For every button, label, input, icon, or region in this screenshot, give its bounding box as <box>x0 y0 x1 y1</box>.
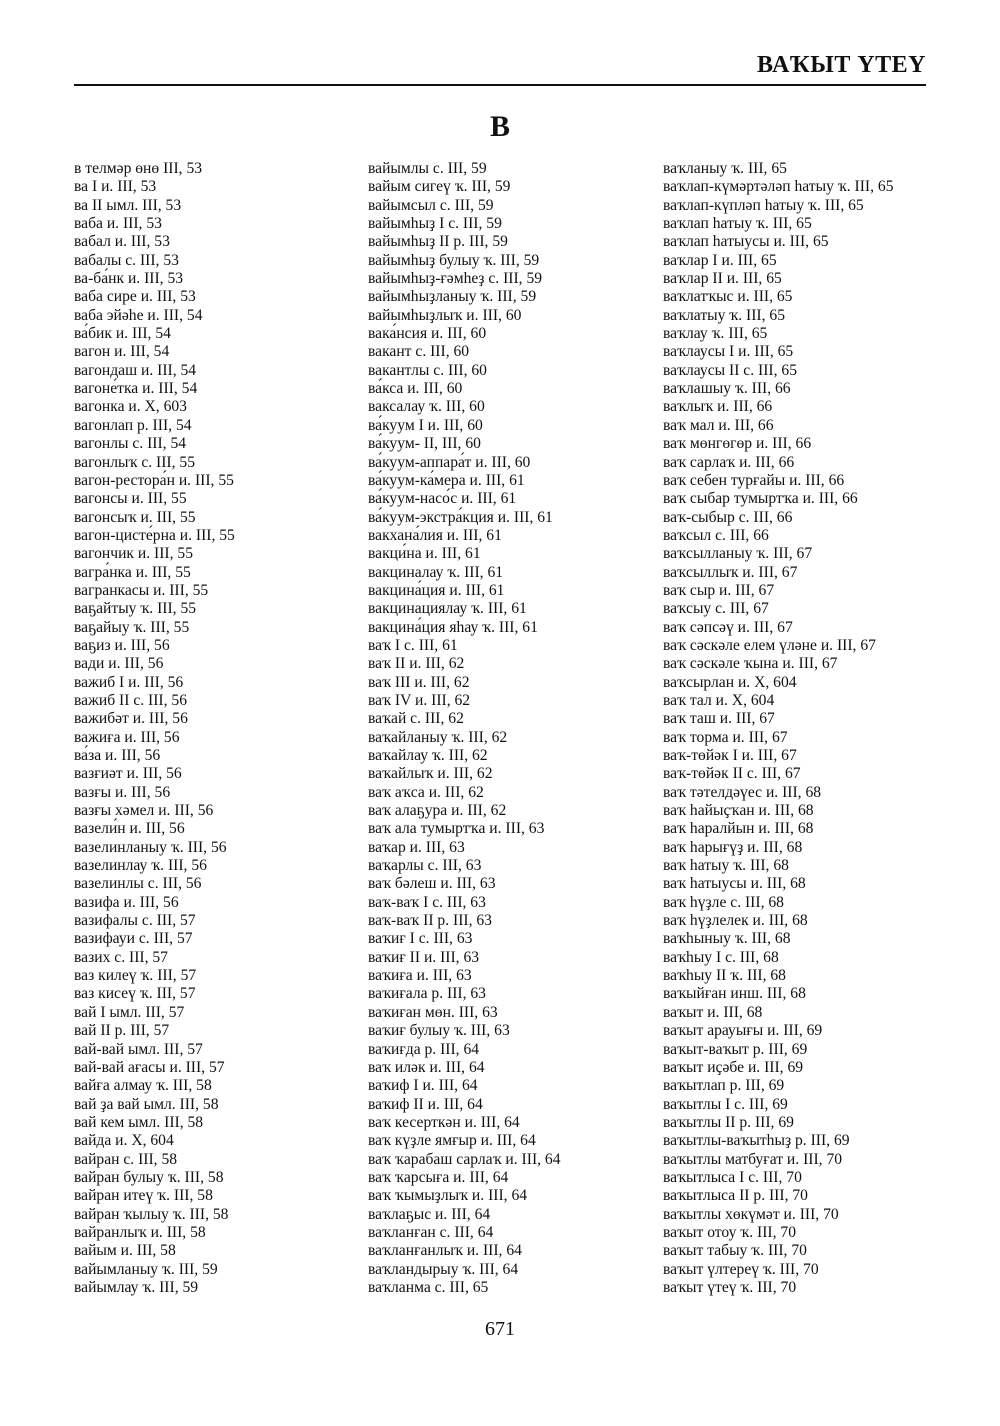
dictionary-entry: вагон и. III, 54 <box>74 343 170 361</box>
dictionary-entry: ваҡлаусы II с. III, 65 <box>663 361 797 379</box>
dictionary-entry: ваҡ таш и. III, 67 <box>663 710 775 728</box>
dictionary-entry: вагон-цисте́рна и. III, 55 <box>74 526 235 544</box>
dictionary-entry: важиға и. III, 56 <box>74 728 180 746</box>
dictionary-entry: вазифауи с. III, 57 <box>74 930 193 948</box>
dictionary-entry: вайда и. X, 604 <box>74 1132 174 1150</box>
dictionary-entry: ваҡыйған инш. III, 68 <box>663 985 806 1003</box>
dictionary-entry: ваҡһыу II ҡ. III, 68 <box>663 967 786 985</box>
dictionary-entry: ва-ба́нк и. III, 53 <box>74 270 184 288</box>
dictionary-entry: вайымһыҙ II р. III, 59 <box>368 233 508 251</box>
dictionary-entry: вазғы и. III, 56 <box>74 783 171 801</box>
dictionary-entry: вакциналау ҡ. III, 61 <box>368 563 504 581</box>
dictionary-entry: вабалы с. III, 53 <box>74 251 179 269</box>
dictionary-entry: вайымһыҙланыу ҡ. III, 59 <box>368 288 537 306</box>
dictionary-entry: ваҡ мал и. III, 66 <box>663 416 774 434</box>
dictionary-entry: ваҡиғ II и. III, 63 <box>368 948 480 966</box>
page-number: 671 <box>485 1318 515 1340</box>
dictionary-entry: ва II ымл. III, 53 <box>74 196 182 214</box>
dictionary-entry: ва́бик и. III, 54 <box>74 325 171 343</box>
dictionary-entry: вазғы хәмел и. III, 56 <box>74 802 214 820</box>
dictionary-entry: ваҡлар I и. III, 65 <box>663 251 777 269</box>
dictionary-entry: ва́куум-аппара́т и. III, 60 <box>368 453 531 471</box>
dictionary-entry: вай кем ымл. III, 58 <box>74 1113 204 1131</box>
dictionary-entry: вакцина́ция яһау ҡ. III, 61 <box>368 618 538 636</box>
dictionary-entry: ваҡыт арауығы и. III, 69 <box>663 1022 823 1040</box>
dictionary-entry: ваз кисеү ҡ. III, 57 <box>74 985 196 1003</box>
dictionary-entry: ваҡытлыса I с. III, 70 <box>663 1168 802 1186</box>
dictionary-entry: ваҡ-ваҡ II р. III, 63 <box>368 912 492 930</box>
dictionary-entry: ваҡлашыу ҡ. III, 66 <box>663 380 791 398</box>
dictionary-entry: ваҡыт и. III, 68 <box>663 1003 763 1021</box>
dictionary-entry: ваҡ һүҙле с. III, 68 <box>663 893 784 911</box>
dictionary-entry: вайран итеү ҡ. III, 58 <box>74 1187 213 1205</box>
dictionary-entry: ваҡ аҡса и. III, 62 <box>368 783 484 801</box>
dictionary-entry: вайға алмау ҡ. III, 58 <box>74 1077 212 1095</box>
dictionary-entry: ваҡиф I и. III, 64 <box>368 1077 478 1095</box>
dictionary-entry: вайымһыҙ-ғәмһеҙ с. III, 59 <box>368 270 543 288</box>
dictionary-entry: ваҡ торма и. III, 67 <box>663 728 788 746</box>
dictionary-entry: ваҡ һарығүҙ и. III, 68 <box>663 838 803 856</box>
dictionary-entry: ваҡар и. III, 63 <box>368 838 465 856</box>
dictionary-entry: ваҡыт иҫәбе и. III, 69 <box>663 1058 804 1076</box>
dictionary-entry: вакант с. III, 60 <box>368 343 470 361</box>
dictionary-entry: ваҡиған мөн. III, 63 <box>368 1003 498 1021</box>
dictionary-entry: вайран ҡылыу ҡ. III, 58 <box>74 1205 229 1223</box>
dictionary-entry: ваҡ кесерткән и. III, 64 <box>368 1113 520 1131</box>
dictionary-entry: вайымһыҙ I с. III, 59 <box>368 215 502 233</box>
dictionary-entry: вайранлыҡ и. III, 58 <box>74 1223 206 1241</box>
dictionary-entry: важиб II с. III, 56 <box>74 691 188 709</box>
dictionary-entry: важибәт и. III, 56 <box>74 710 188 728</box>
dictionary-entry: вагонка и. X, 603 <box>74 398 187 416</box>
dictionary-entry: ваҡ-сыбыр с. III, 66 <box>663 508 793 526</box>
column-1 <box>74 160 235 1297</box>
dictionary-entry: ваҡ һатыусы и. III, 68 <box>663 875 806 893</box>
dictionary-entry: вакхана́лия и. III, 61 <box>368 526 502 544</box>
dictionary-entry: ваҡ сәскәле ҡына и. III, 67 <box>663 655 838 673</box>
dictionary-entry: ваҡһыу I с. III, 68 <box>663 948 779 966</box>
dictionary-entry: ваҡ IV и. III, 62 <box>368 691 471 709</box>
dictionary-entry: вазифалы с. III, 57 <box>74 912 196 930</box>
dictionary-entry: ваҡ-төйәк II с. III, 67 <box>663 765 801 783</box>
dictionary-entry: ваҕиз и. III, 56 <box>74 636 170 654</box>
dictionary-entry: вайран с. III, 58 <box>74 1150 178 1168</box>
dictionary-entry: ваҡлаҕыс и. III, 64 <box>368 1205 491 1223</box>
dictionary-entry: ва́куум- II, III, 60 <box>368 435 481 453</box>
dictionary-entry: ва́куум I и. III, 60 <box>368 416 483 434</box>
dictionary-entry: вака́нсия и. III, 60 <box>368 325 487 343</box>
dictionary-entry: ваҡайланыу ҡ. III, 62 <box>368 728 508 746</box>
dictionary-entry: ваҡ алаҕура и. III, 62 <box>368 802 507 820</box>
dictionary-entry: ваҡиғ булыу ҡ. III, 63 <box>368 1022 510 1040</box>
dictionary-entry: вазих с. III, 57 <box>74 948 168 966</box>
dictionary-entry: вагончик и. III, 55 <box>74 545 194 563</box>
dictionary-entry: ваҡланыу ҡ. III, 65 <box>663 160 787 177</box>
dictionary-entry: вазелинланыу ҡ. III, 56 <box>74 838 227 856</box>
dictionary-entry: ваҡиғда р. III, 64 <box>368 1040 480 1058</box>
dictionary-entry: ваҡиғала р. III, 63 <box>368 985 486 1003</box>
dictionary-entry: вайымсыл с. III, 59 <box>368 196 494 214</box>
dictionary-entry: ваҡсыллыҡ и. III, 67 <box>663 563 798 581</box>
dictionary-entry: вай I ымл. III, 57 <box>74 1003 185 1021</box>
dictionary-entry: вагондаш и. III, 54 <box>74 361 197 379</box>
dictionary-entry: ваҡ сыбар тумыртҡа и. III, 66 <box>663 490 858 508</box>
dictionary-entry: ваҡыт отоу ҡ. III, 70 <box>663 1223 797 1241</box>
dictionary-entry: вайымлы с. III, 59 <box>368 160 487 177</box>
dictionary-entry: вазели́н и. III, 56 <box>74 820 185 838</box>
dictionary-entry: ваҡиға и. III, 63 <box>368 967 472 985</box>
dictionary-entry: ва́куум-экстра́кция и. III, 61 <box>368 508 553 526</box>
dictionary-entry: ва́за и. III, 56 <box>74 747 161 764</box>
column-2 <box>368 160 561 1297</box>
dictionary-entry: ваҡытлы I с. III, 69 <box>663 1095 788 1113</box>
dictionary-entry: ваҕайтыу ҡ. III, 55 <box>74 600 197 618</box>
dictionary-entry: вай-вай ағасы и. III, 57 <box>74 1058 225 1076</box>
dictionary-entry: ваҡиғ I с. III, 63 <box>368 930 473 948</box>
dictionary-entry: ваҡ ҡарабаш сарлаҡ и. III, 64 <box>368 1150 561 1168</box>
dictionary-entry: ваҡыт табыу ҡ. III, 70 <box>663 1242 807 1260</box>
dictionary-entry: ваҡайлау ҡ. III, 62 <box>368 747 488 764</box>
dictionary-entry: ваҡытлыса II р. III, 70 <box>663 1187 808 1205</box>
dictionary-entry: ваҡыт үтеү ҡ. III, 70 <box>663 1278 797 1296</box>
dictionary-entry: ваҡ III и. III, 62 <box>368 673 470 691</box>
dictionary-entry: ва́куум-ка́мера и. III, 61 <box>368 471 525 489</box>
dictionary-entry: ваҡ тәтелдәүес и. III, 68 <box>663 783 822 801</box>
column-3 <box>663 160 894 1297</box>
dictionary-entry: вабал и. III, 53 <box>74 233 170 251</box>
dictionary-entry: ваҡ ҡарсыға и. III, 64 <box>368 1168 509 1186</box>
dictionary-entry: ваксалау ҡ. III, 60 <box>368 398 485 416</box>
dictionary-entry: вайым и. III, 58 <box>74 1242 176 1260</box>
dictionary-entry: вайран булыу ҡ. III, 58 <box>74 1168 224 1186</box>
dictionary-entry: ваҡлатыу ҡ. III, 65 <box>663 306 786 324</box>
dictionary-entry: ва I и. III, 53 <box>74 178 157 196</box>
dictionary-entry: ваҡланма с. III, 65 <box>368 1278 489 1296</box>
dictionary-entry: ваҡытлы хөкүмәт и. III, 70 <box>663 1205 839 1223</box>
dictionary-entry: ваба и. III, 53 <box>74 215 162 233</box>
dictionary-entry: ваҡ ала тумыртҡа и. III, 63 <box>368 820 545 838</box>
dictionary-entry: ваҡ сәпсәү и. III, 67 <box>663 618 793 636</box>
dictionary-entry: вагонсы и. III, 55 <box>74 490 187 508</box>
dictionary-entry: ваҡ-төйәк I и. III, 67 <box>663 747 797 764</box>
dictionary-entry: ваҡлау ҡ. III, 65 <box>663 325 768 343</box>
dictionary-entry: вагонлы с. III, 54 <box>74 435 187 453</box>
dictionary-entry: ваҡлыҡ и. III, 66 <box>663 398 773 416</box>
dictionary-entry: ваҡ бәлеш и. III, 63 <box>368 875 496 893</box>
dictionary-entry: ваҡ себен турғайы и. III, 66 <box>663 471 845 489</box>
dictionary-entry: вазелинлы с. III, 56 <box>74 875 202 893</box>
dictionary-entry: вай-вай ымл. III, 57 <box>74 1040 203 1058</box>
dictionary-entry: ваба сире и. III, 53 <box>74 288 196 306</box>
dictionary-entry: ваҡланғанлыҡ и. III, 64 <box>368 1242 522 1260</box>
dictionary-entry: ваҡыт үлтереү ҡ. III, 70 <box>663 1260 819 1278</box>
dictionary-entry: ваҡайлыҡ и. III, 62 <box>368 765 493 783</box>
dictionary-entry: ваҡ-ваҡ I с. III, 63 <box>368 893 486 911</box>
running-head: ВАҠЫТ ҮТЕҮ <box>757 52 926 78</box>
dictionary-entry: ваҕайыу ҡ. III, 55 <box>74 618 190 636</box>
dictionary-entry: вагонлап р. III, 54 <box>74 416 192 434</box>
dictionary-entry: вай ҙа вай ымл. III, 58 <box>74 1095 219 1113</box>
dictionary-entry: вазғиәт и. III, 56 <box>74 765 182 783</box>
dictionary-entry: вади и. III, 56 <box>74 655 164 673</box>
dictionary-entry: ваҡ II и. III, 62 <box>368 655 465 673</box>
dictionary-entry: ваҡ мөнгөгөр и. III, 66 <box>663 435 812 453</box>
dictionary-entry: вакцинациялау ҡ. III, 61 <box>368 600 527 618</box>
dictionary-entry: важиб I и. III, 56 <box>74 673 184 691</box>
dictionary-entry: ваҡсылланыу ҡ. III, 67 <box>663 545 813 563</box>
dictionary-entry: вагранкасы и. III, 55 <box>74 581 209 599</box>
dictionary-entry: ваҡ һатыу ҡ. III, 68 <box>663 857 789 875</box>
dictionary-entry: вагонсыҡ и. III, 55 <box>74 508 196 526</box>
dictionary-entry: ваҡ күҙле ямғыр и. III, 64 <box>368 1132 536 1150</box>
dictionary-entry: ваҡ иләк и. III, 64 <box>368 1058 485 1076</box>
dictionary-entry: ваҡланған с. III, 64 <box>368 1223 494 1241</box>
dictionary-entry: ваҡытлы II р. III, 69 <box>663 1113 794 1131</box>
dictionary-entry: ва́кса и. III, 60 <box>368 380 463 398</box>
dictionary-entry: ваҡлар II и. III, 65 <box>663 270 782 288</box>
dictionary-entry: ваҡлап һатыусы и. III, 65 <box>663 233 829 251</box>
dictionary-entry: в телмәр өнө III, 53 <box>74 160 203 177</box>
dictionary-entry: ваҡарлы с. III, 63 <box>368 857 482 875</box>
dictionary-entry: вазифа и. III, 56 <box>74 893 179 911</box>
dictionary-entry: вагоне́тка и. III, 54 <box>74 380 198 398</box>
dictionary-entry: вакантлы с. III, 60 <box>368 361 487 379</box>
dictionary-entry: вайымланыу ҡ. III, 59 <box>74 1260 218 1278</box>
dictionary-entry: ваҡһыныу ҡ. III, 68 <box>663 930 791 948</box>
dictionary-entry: ваҡсыл с. III, 66 <box>663 526 769 544</box>
dictionary-entry: вакцина́ция и. III, 61 <box>368 581 505 599</box>
dictionary-entry: ваҡ тал и. X, 604 <box>663 691 775 709</box>
dictionary-entry: ваҡ сәскәле елем үләне и. III, 67 <box>663 636 876 654</box>
dictionary-entry: вайым сигеү ҡ. III, 59 <box>368 178 511 196</box>
header-rule <box>74 84 926 86</box>
dictionary-entry: ваҡлап-күмәртәләп һатыу ҡ. III, 65 <box>663 178 894 196</box>
dictionary-entry: ваҡ һаралйын и. III, 68 <box>663 820 814 838</box>
dictionary-entry: вагонлыҡ с. III, 55 <box>74 453 196 471</box>
dictionary-entry: ваҡландырыу ҡ. III, 64 <box>368 1260 519 1278</box>
dictionary-entry: ваба эйәһе и. III, 54 <box>74 306 203 324</box>
dictionary-entry: ваҡлап һатыу ҡ. III, 65 <box>663 215 812 233</box>
dictionary-entry: ваҡ сарлаҡ и. III, 66 <box>663 453 795 471</box>
dictionary-entry: ваз килеү ҡ. III, 57 <box>74 967 197 985</box>
section-letter: В <box>489 110 510 143</box>
dictionary-entry: вагон-рестора́н и. III, 55 <box>74 471 234 489</box>
dictionary-entry: ваҡлап-күпләп һатыу ҡ. III, 65 <box>663 196 864 214</box>
dictionary-entry: вайымһыҙ булыу ҡ. III, 59 <box>368 251 540 269</box>
dictionary-entry: вазелинлау ҡ. III, 56 <box>74 857 207 875</box>
dictionary-entry: ваҡытлы матбуғат и. III, 70 <box>663 1150 843 1168</box>
dictionary-entry: ваҡай с. III, 62 <box>368 710 464 728</box>
dictionary-entry: ваҡиф II и. III, 64 <box>368 1095 483 1113</box>
dictionary-entry: вакци́на и. III, 61 <box>368 545 481 563</box>
dictionary-entry: вайымһыҙлыҡ и. III, 60 <box>368 306 522 324</box>
dictionary-entry: ваҡсыу с. III, 67 <box>663 600 769 618</box>
dictionary-entry: ваҡ һайыҫҡан и. III, 68 <box>663 802 814 820</box>
dictionary-entry: ваҡ сыр и. III, 67 <box>663 581 775 599</box>
dictionary-entry: ваҡлаусы I и. III, 65 <box>663 343 794 361</box>
dictionary-entry: ваҡ ҡымыҙлыҡ и. III, 64 <box>368 1187 528 1205</box>
dictionary-entry: ва́куум-насо́с и. III, 61 <box>368 490 517 508</box>
dictionary-entry: ваҡ I с. III, 61 <box>368 636 458 654</box>
dictionary-entry: вагра́нка и. III, 55 <box>74 563 191 581</box>
dictionary-entry: ваҡ һүҙлелек и. III, 68 <box>663 912 808 930</box>
dictionary-entry: ваҡсырлан и. X, 604 <box>663 673 797 691</box>
dictionary-entry: ваҡлатҡыс и. III, 65 <box>663 288 793 306</box>
dictionary-entry: ваҡыт-ваҡыт р. III, 69 <box>663 1040 808 1058</box>
dictionary-entry: вайымлау ҡ. III, 59 <box>74 1278 199 1296</box>
dictionary-entry: вай II р. III, 57 <box>74 1022 170 1040</box>
dictionary-entry: ваҡытлап р. III, 69 <box>663 1077 785 1095</box>
dictionary-entry: ваҡытлы-ваҡытһыҙ р. III, 69 <box>663 1132 850 1150</box>
